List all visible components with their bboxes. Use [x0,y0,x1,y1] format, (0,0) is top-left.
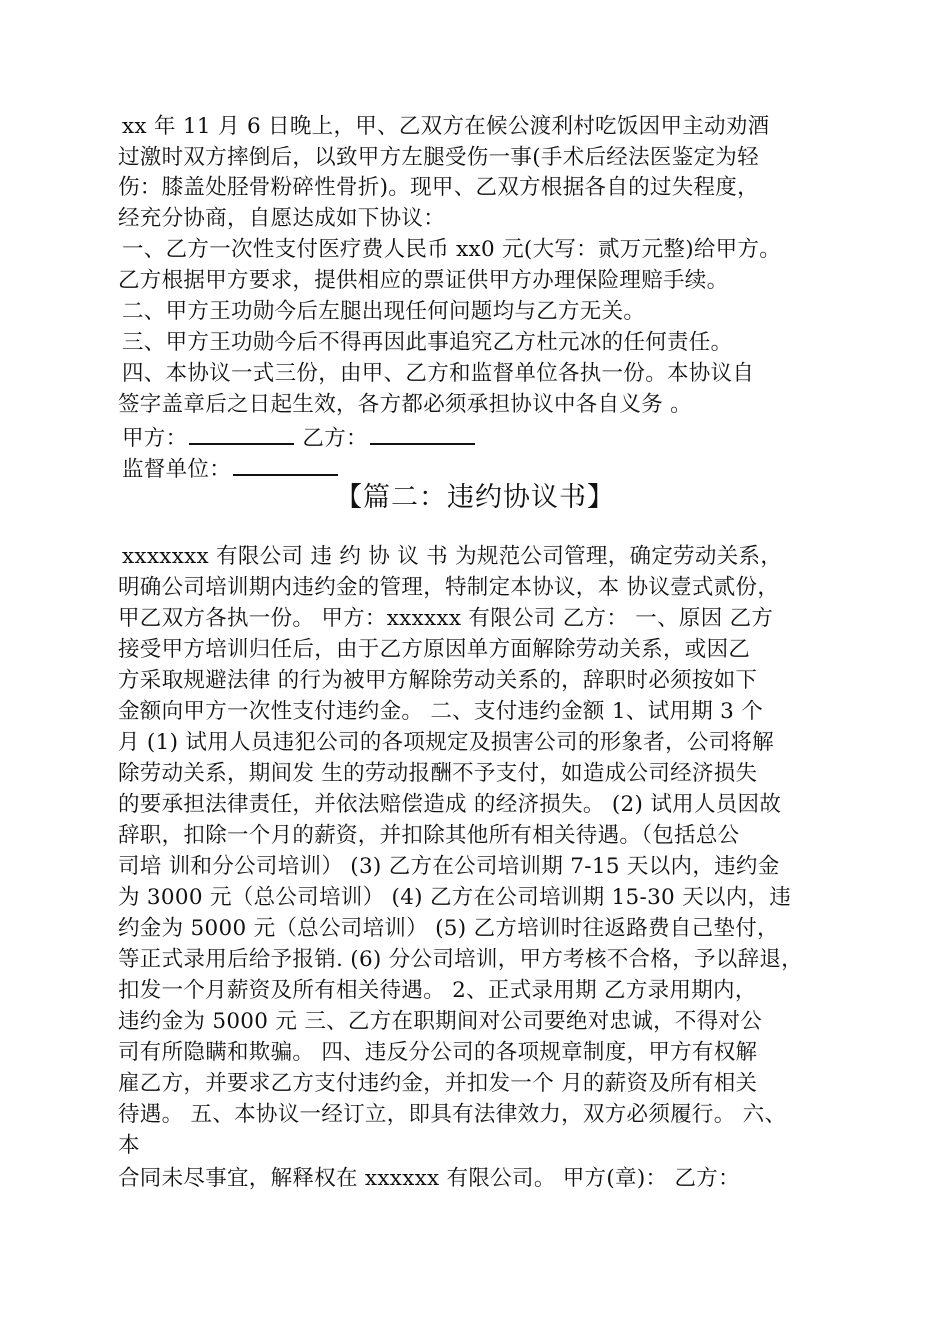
text-line: 约金为 5000 元（总公司培训） (5) 乙方培训时往返路费自己垫付， [118,916,779,941]
text-line: 三、甲方王功勋今后不得再因此事追究乙方杜元冰的任何责任。 [122,330,733,355]
text-line: 签字盖章后之日起生效，各方都必须承担协议中各自义务 。 [118,392,692,417]
party-b-blank [370,421,475,445]
text-line: 雇乙方，并要求乙方支付违约金，并扣发一个 月的薪资及所有相关 [118,1071,758,1096]
text-line: 四、本协议一式三份，由甲、乙方和监督单位各执一份。本协议自 [122,361,755,386]
text-line: 违约金为 5000 元 三、乙方在职期间对公司要绝对忠诚，不得对公 [118,1009,763,1034]
text-line: 待遇。 五、本协议一经订立，即具有法律效力，双方必须履行。 六、 [118,1102,787,1127]
text-line: 乙方根据甲方要求，提供相应的票证供甲方办理保险理赔手续。 [118,268,729,293]
party-b-label: 乙方： [302,426,368,451]
text-line: 金额向甲方一次性支付违约金。 二、支付违约金额 1、试用期 3 个 [118,699,764,724]
text-line: 过激时双方摔倒后，以致甲方左腿受伤一事(手术后经法医鉴定为轻 [118,145,759,170]
text-line: 司有所隐瞒和欺骗。 四、违反分公司的各项规章制度，甲方有权解 [118,1040,758,1065]
text-line: 本 [118,1133,140,1158]
signature-line-parties [122,421,477,454]
text-line: 月 (1) 试用人员违犯公司的各项规定及损害公司的形象者，公司将解 [118,730,775,755]
text-line: 扣发一个月薪资及所有相关待遇。 2、正式录用期 乙方录用期内， [118,978,757,1003]
section-title: 【篇二：违约协议书】 [335,482,615,513]
supervisor-label: 监督单位： [122,457,232,482]
text-line: 伤：膝盖处胫骨粉碎性骨折)。现甲、乙双方根据各自的过失程度， [118,175,759,200]
party-a-blank [189,421,294,445]
text-line: 为 3000 元（总公司培训） (4) 乙方在公司培训期 15-30 天以内，违 [118,885,792,910]
text-line: 明确公司培训期内违约金的管理，特制定本协议，本 协议壹式贰份， [118,575,780,600]
party-a-label: 甲方： [122,426,188,451]
text-line: 一、乙方一次性支付医疗费人民币 xx0 元(大写：贰万元整)给甲方。 [122,237,782,262]
text-line: 二、甲方王功勋今后左腿出现任何问题均与乙方无关。 [122,299,646,324]
text-line: 合同未尽事宜，解释权在 xxxxxx 有限公司。 甲方(章)： 乙方： [118,1166,740,1191]
text-line: 等正式录用后给予报销. (6) 分公司培训，甲方考核不合格，予以辞退， [118,947,803,972]
text-line: 司培 训和分公司培训） (3) 乙方在公司培训期 7-15 天以内，违约金 [118,854,780,879]
text-line: 的要承担法律责任，并依法赔偿造成 的经济损失。 (2) 试用人员因故 [118,792,782,817]
text-line: xxxxxxx 有限公司 违 约 协 议 书 为规范公司管理，确定劳动关系， [122,544,783,569]
text-line: 辞职，扣除一个月的薪资，并扣除其他所有相关待遇。（包括总公 [118,823,740,848]
text-line: 甲乙双方各执一份。 甲方：xxxxxx 有限公司 乙方： 一、原因 乙方 [118,606,774,631]
text-line: 方采取规避法律 的行为被甲方解除劳动关系的，辞职时必须按如下 [118,668,758,693]
text-line: xx 年 11 月 6 日晚上，甲、乙双方在候公渡利村吃饭因甲主动劝酒 [122,114,770,139]
text-line: 除劳动关系，期间发 生的劳动报酬不予支付，如造成公司经济损失 [118,761,758,786]
supervisor-blank [233,452,338,476]
text-line: 接受甲方培训归任后，由于乙方原因单方面解除劳动关系，或因乙 [118,637,751,662]
text-line: 经充分协商，自愿达成如下协议： [118,206,446,231]
